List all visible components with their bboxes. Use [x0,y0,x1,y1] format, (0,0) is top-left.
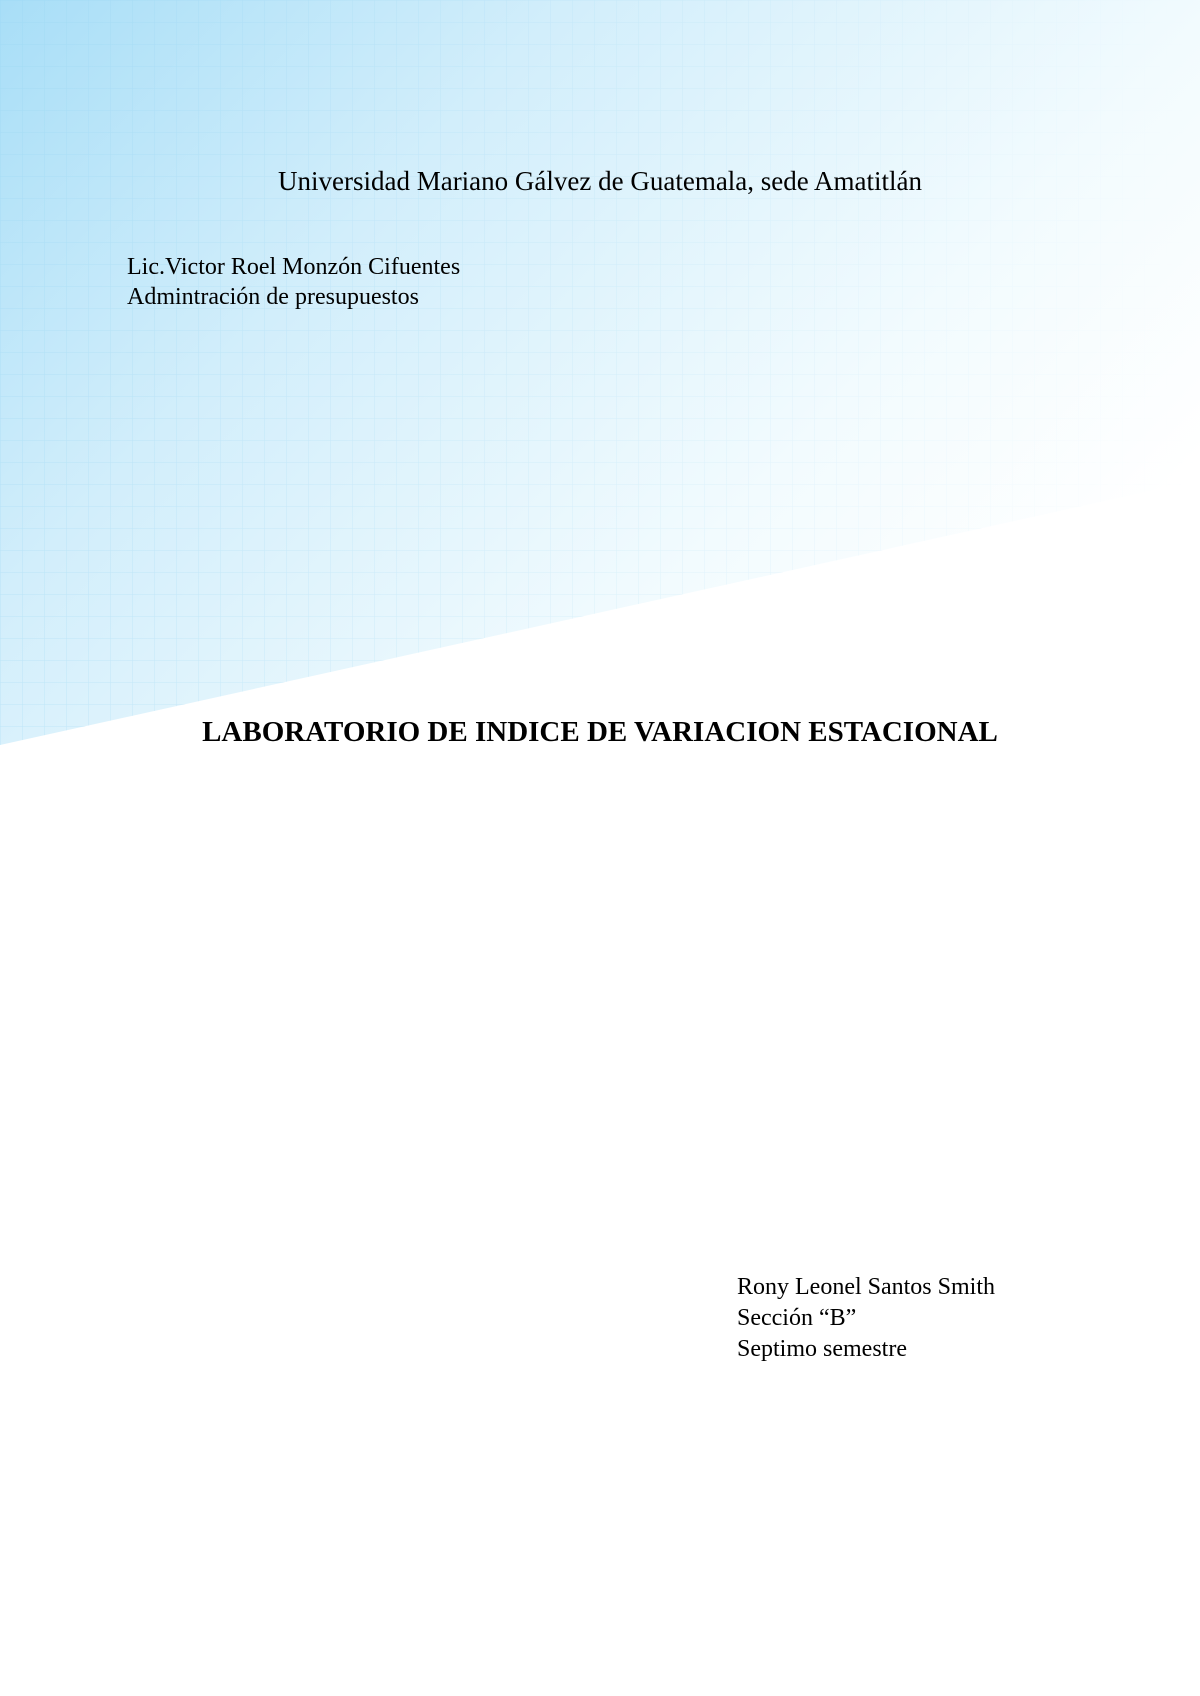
student-name: Rony Leonel Santos Smith [737,1274,995,1300]
background-grid-decoration [0,0,1200,760]
university-name: Universidad Mariano Gálvez de Guatemala, sede Amatitlán [277,166,923,196]
document-title: LABORATORIO DE INDICE DE VARIACION ESTACIONAL [202,716,998,748]
student-block [737,1275,995,1368]
teacher-name: Lic.Victor Roel Monzón Cifuentes [127,254,461,280]
student-semester: Septimo semestre [737,1336,907,1362]
course-subject: Admintración de presupuestos [127,284,419,310]
student-section: Sección “B” [737,1305,857,1331]
teacher-block [127,255,460,315]
